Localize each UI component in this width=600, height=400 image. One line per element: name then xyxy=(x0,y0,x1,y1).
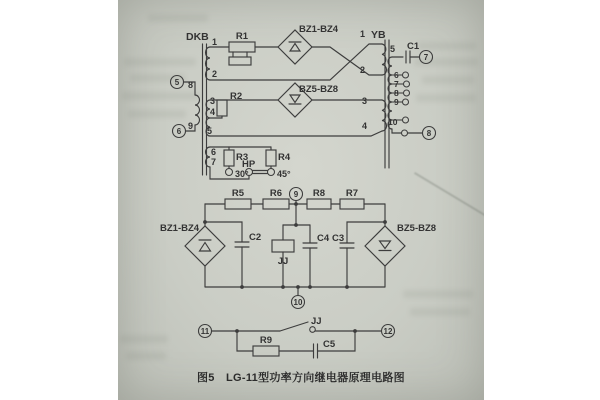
case-terminal-10-number: 10 xyxy=(293,298,303,307)
yb-terminal-6: 6 xyxy=(394,70,399,80)
c3-label: C3 xyxy=(332,233,345,244)
tap-socket xyxy=(403,99,409,105)
dkb-terminal-8: 8 xyxy=(188,80,194,90)
case-terminal-5-number: 5 xyxy=(174,78,180,87)
junction xyxy=(383,220,387,224)
wire xyxy=(312,47,382,75)
jj-contact-label: JJ xyxy=(311,316,322,327)
junction xyxy=(240,285,244,289)
dkb-terminal-3: 3 xyxy=(210,96,216,106)
figure-title: LG-11型功率方向继电器原理电路图 xyxy=(226,372,405,384)
tap-socket xyxy=(404,81,410,87)
r7-body xyxy=(340,199,364,209)
dkb-label: DKB xyxy=(186,31,209,43)
yb-terminal-5: 5 xyxy=(390,44,396,54)
yb-terminal-7: 7 xyxy=(394,79,399,89)
tap-30deg xyxy=(226,169,233,176)
yb-terminal-3: 3 xyxy=(362,96,368,106)
figure-caption xyxy=(197,370,405,384)
c2-label: C2 xyxy=(249,232,262,243)
c1-label: C1 xyxy=(407,41,420,52)
wire xyxy=(210,131,382,136)
tap-socket xyxy=(404,90,410,96)
r7-label: R7 xyxy=(345,188,359,199)
r5-label: R5 xyxy=(231,188,245,199)
r8-body xyxy=(307,199,331,209)
dkb-terminal-9: 9 xyxy=(188,121,194,131)
dkb-terminal-7: 7 xyxy=(211,157,217,167)
bz5-bz8-dc-label: BZ5-BZ8 xyxy=(397,223,437,234)
yb-winding-3-4 xyxy=(382,100,387,131)
figure-number: 图5 xyxy=(197,372,215,384)
r8-label: R8 xyxy=(312,188,326,199)
dkb-transformer xyxy=(171,31,218,175)
wire xyxy=(392,129,402,133)
yb-terminal-8: 8 xyxy=(394,88,399,98)
wire xyxy=(210,44,382,80)
r1-body xyxy=(229,42,255,52)
bz1-bz4-label: BZ1-BZ4 xyxy=(299,24,339,35)
jj-contact-point xyxy=(310,327,316,333)
r3-label: R3 xyxy=(236,152,249,163)
yb-winding-1-2 xyxy=(382,44,387,75)
comparison-circuit xyxy=(160,188,436,309)
c5-label: C5 xyxy=(323,339,336,350)
yb-terminal-1: 1 xyxy=(360,29,366,39)
bz5-bz8-label: BZ5-BZ8 xyxy=(299,84,339,95)
r9-body xyxy=(253,346,279,356)
case-terminal-6-number: 6 xyxy=(176,127,182,136)
diode-triangle xyxy=(200,243,211,252)
yb-transformer xyxy=(360,29,436,168)
dkb-terminal-2: 2 xyxy=(212,69,218,79)
yb-terminal-4: 4 xyxy=(362,121,368,131)
angle-45-label: 45° xyxy=(277,169,291,179)
r2-label: R2 xyxy=(230,91,243,102)
yb-terminal-2: 2 xyxy=(360,65,366,75)
case-terminal-11-number: 11 xyxy=(200,327,210,336)
dkb-primary-winding xyxy=(195,95,200,125)
tap-socket xyxy=(403,117,409,123)
c4-label: C4 xyxy=(317,233,330,244)
r1-label: R1 xyxy=(235,31,249,42)
r4-label: R4 xyxy=(278,152,291,163)
dkb-terminal-1: 1 xyxy=(212,37,218,47)
bz1-bz4-dc-label: BZ1-BZ4 xyxy=(160,223,200,234)
r5-body xyxy=(225,199,251,209)
bridge-diamond xyxy=(278,30,312,64)
tap-45deg xyxy=(268,169,275,176)
wire xyxy=(237,331,253,351)
diode-triangle xyxy=(290,44,300,52)
case-terminal-8-number: 8 xyxy=(426,129,432,138)
r9-label: R9 xyxy=(259,335,273,346)
r6-body xyxy=(263,199,289,209)
junction xyxy=(345,285,349,289)
r6-label: R6 xyxy=(269,188,283,199)
junction xyxy=(308,285,312,289)
jj-coil-label: JJ xyxy=(277,256,289,267)
tap-socket xyxy=(403,72,409,78)
angle-30-label: 30° xyxy=(235,169,249,179)
hp-label: HP xyxy=(242,159,256,170)
dkb-terminal-5: 5 xyxy=(207,126,213,136)
yb-label: YB xyxy=(371,29,386,41)
bridge-bz1-bz4-ac xyxy=(278,24,339,64)
r4-body xyxy=(266,150,276,166)
output-contact-circuit xyxy=(199,316,395,358)
diode-triangle xyxy=(380,241,391,249)
selector-plug xyxy=(402,130,408,136)
dkb-terminal-6: 6 xyxy=(211,147,217,157)
crossed-wires xyxy=(210,44,382,136)
yb-terminal-9: 9 xyxy=(394,97,399,107)
yb-terminal-10: 10 xyxy=(388,117,398,127)
case-terminal-7-number: 7 xyxy=(423,53,429,62)
dkb-terminal-4: 4 xyxy=(210,107,216,117)
jj-contact-blade xyxy=(280,322,308,331)
r1-shorting-link xyxy=(229,57,251,65)
resistor-r1 xyxy=(210,31,278,65)
case-terminal-12-number: 12 xyxy=(383,327,393,336)
diode-triangle xyxy=(290,95,300,103)
jj-relay-coil xyxy=(272,240,294,252)
case-terminal-9-number: 9 xyxy=(293,190,299,199)
r2-body xyxy=(217,100,227,116)
capacitor-c1 xyxy=(406,41,433,64)
junction xyxy=(281,285,285,289)
r3-body xyxy=(224,150,234,166)
resistor-r2 xyxy=(210,91,278,118)
angle-selector-hp xyxy=(210,147,291,179)
